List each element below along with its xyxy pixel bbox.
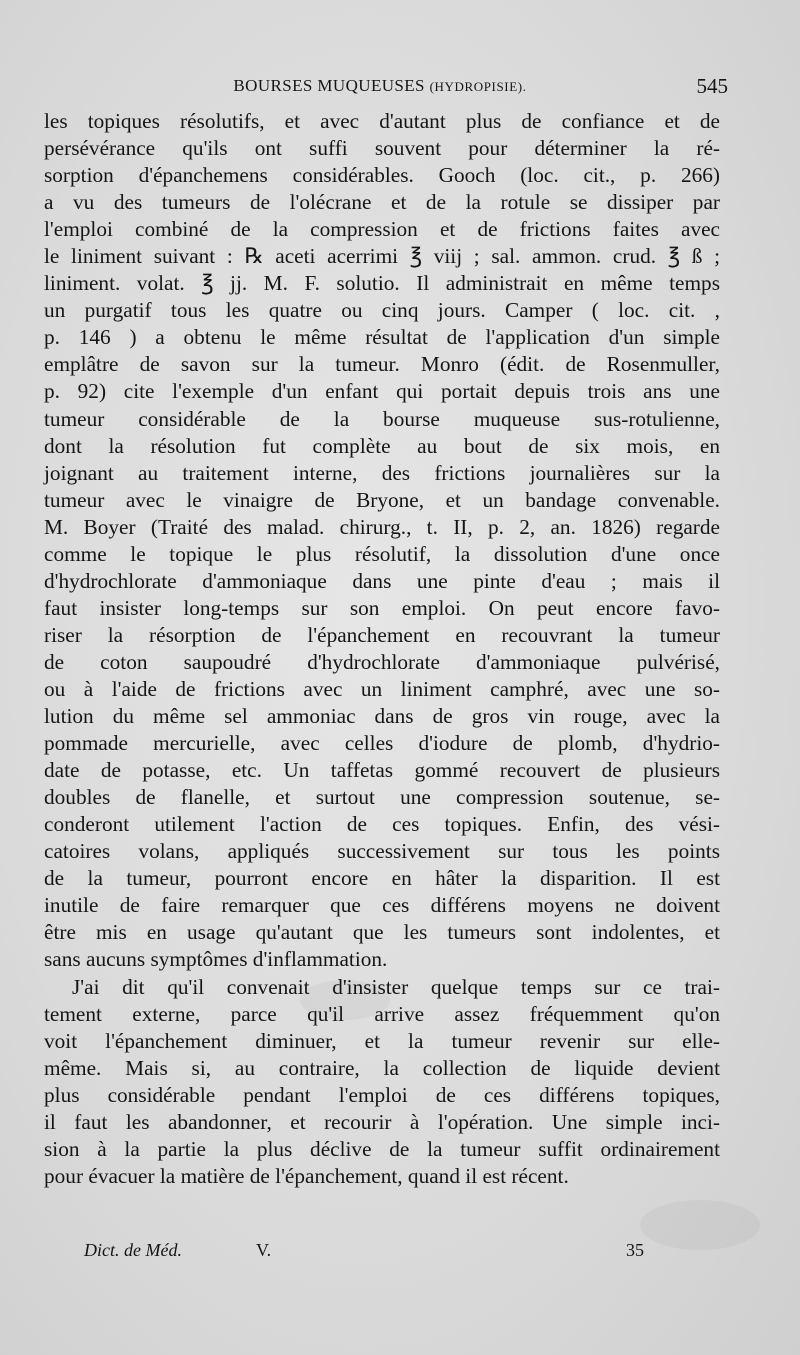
text-line: J'ai dit qu'il convenait d'insister quelque temps sur ce trai- — [72, 974, 720, 999]
text-line: comme le topique le plus résolutif, la dissolution d'une once — [44, 541, 720, 566]
text-line: sion à la partie la plus déclive de la tumeur suffit ordinairement — [44, 1136, 720, 1161]
footer-volume: V. — [256, 1240, 272, 1260]
text-line: sorption d'épanchemens considérables. Gooch (loc. cit., p. 266) — [44, 163, 720, 188]
text-line: liniment. volat. ℥ jj. M. F. solutio. Il administrait en même temps — [44, 271, 720, 296]
text-line: l'emploi combiné de la compression et de frictions faites avec — [44, 217, 720, 242]
text-line: tumeur avec le vinaigre de Bryone, et un bandage convenable. — [44, 487, 720, 512]
text-line: M. Boyer (Traité des malad. chirurg., t. II, p. 2, an. 1826) regarde — [44, 514, 720, 539]
text-line: a vu des tumeurs de l'olécrane et de la rotule se dissiper par — [44, 190, 720, 215]
text-line: p. 146 ) a obtenu le même résultat de l'application d'un simple — [44, 325, 720, 350]
text-line: catoires volans, appliqués successivement sur tous les points — [44, 839, 720, 864]
running-head-main: BOURSES MUQUEUSES — [233, 76, 425, 95]
text-line: même. Mais si, au contraire, la collection de liquide devient — [44, 1055, 720, 1080]
text-line: un purgatif tous les quatre ou cinq jours. Camper ( loc. cit. , — [44, 298, 720, 323]
text-line: sans aucuns symptômes d'inflammation. — [44, 947, 388, 972]
text-line: plus considérable pendant l'emploi de ces différens topiques, — [44, 1082, 720, 1107]
text-line: emplâtre de savon sur la tumeur. Monro (édit. de Rosenmuller, — [44, 352, 720, 377]
running-head — [44, 72, 728, 102]
text-line: ou à l'aide de frictions avec un liniment camphré, avec une so- — [44, 676, 720, 701]
text-line: lution du même sel ammoniac dans de gros vin rouge, avec la — [44, 704, 720, 729]
text-line: il faut les abandonner, et recourir à l'opération. Une simple inci- — [44, 1109, 720, 1134]
body-text — [44, 108, 720, 1190]
text-line: les topiques résolutifs, et avec d'autant plus de confiance et de — [44, 109, 720, 133]
text-line: p. 92) cite l'exemple d'un enfant qui portait depuis trois ans une — [44, 379, 720, 404]
text-line: dont la résolution fut complète au bout de six mois, en — [44, 433, 720, 458]
text-line: pommade mercurielle, avec celles d'iodure de plomb, d'hydrio- — [44, 731, 720, 756]
text-line: date de potasse, etc. Un taffetas gommé recouvert de plusieurs — [44, 758, 720, 783]
paper-stain — [640, 1200, 760, 1250]
footer-book-title: Dict. de Méd. — [84, 1240, 182, 1260]
text-line: tement externe, parce qu'il arrive assez fréquemment qu'on — [44, 1001, 720, 1026]
text-line: conderont utilement l'action de ces topiques. Enfin, des vési- — [44, 812, 720, 837]
running-head-title — [44, 76, 716, 96]
page-footer — [84, 1240, 644, 1268]
text-line: de la tumeur, pourront encore en hâter la disparition. Il est — [44, 866, 720, 891]
text-line: être mis en usage qu'autant que les tumeurs sont indolentes, et — [44, 920, 720, 945]
text-line: le liniment suivant : ℞ aceti acerrimi ℥ viij ; sal. ammon. crud. ℥ ß ; — [44, 244, 720, 269]
running-head-subtitle: (HYDROPISIE). — [429, 79, 527, 94]
text-line: faut insister long-temps sur son emploi. On peut encore favo- — [44, 595, 720, 620]
footer-signature: 35 — [626, 1240, 644, 1260]
text-line: doubles de flanelle, et surtout une compression soutenue, se- — [44, 785, 720, 810]
text-line: de coton saupoudré d'hydrochlorate d'ammoniaque pulvérisé, — [44, 649, 720, 674]
text-line: riser la résorption de l'épanchement en recouvrant la tumeur — [44, 622, 720, 647]
text-line: inutile de faire remarquer que ces différens moyens ne doivent — [44, 893, 720, 918]
text-line: voit l'épanchement diminuer, et la tumeur revenir sur elle- — [44, 1028, 720, 1053]
text-line: joignant au traitement interne, des frictions journalières sur la — [44, 460, 720, 485]
text-line: persévérance qu'ils ont suffi souvent pour déterminer la ré- — [44, 136, 720, 161]
text-line: pour évacuer la matière de l'épanchement, quand il est récent. — [44, 1163, 569, 1188]
page-number: 545 — [696, 74, 728, 98]
text-line: d'hydrochlorate d'ammoniaque dans une pinte d'eau ; mais il — [44, 568, 720, 593]
text-line: tumeur considérable de la bourse muqueuse sus-rotulienne, — [44, 406, 720, 431]
